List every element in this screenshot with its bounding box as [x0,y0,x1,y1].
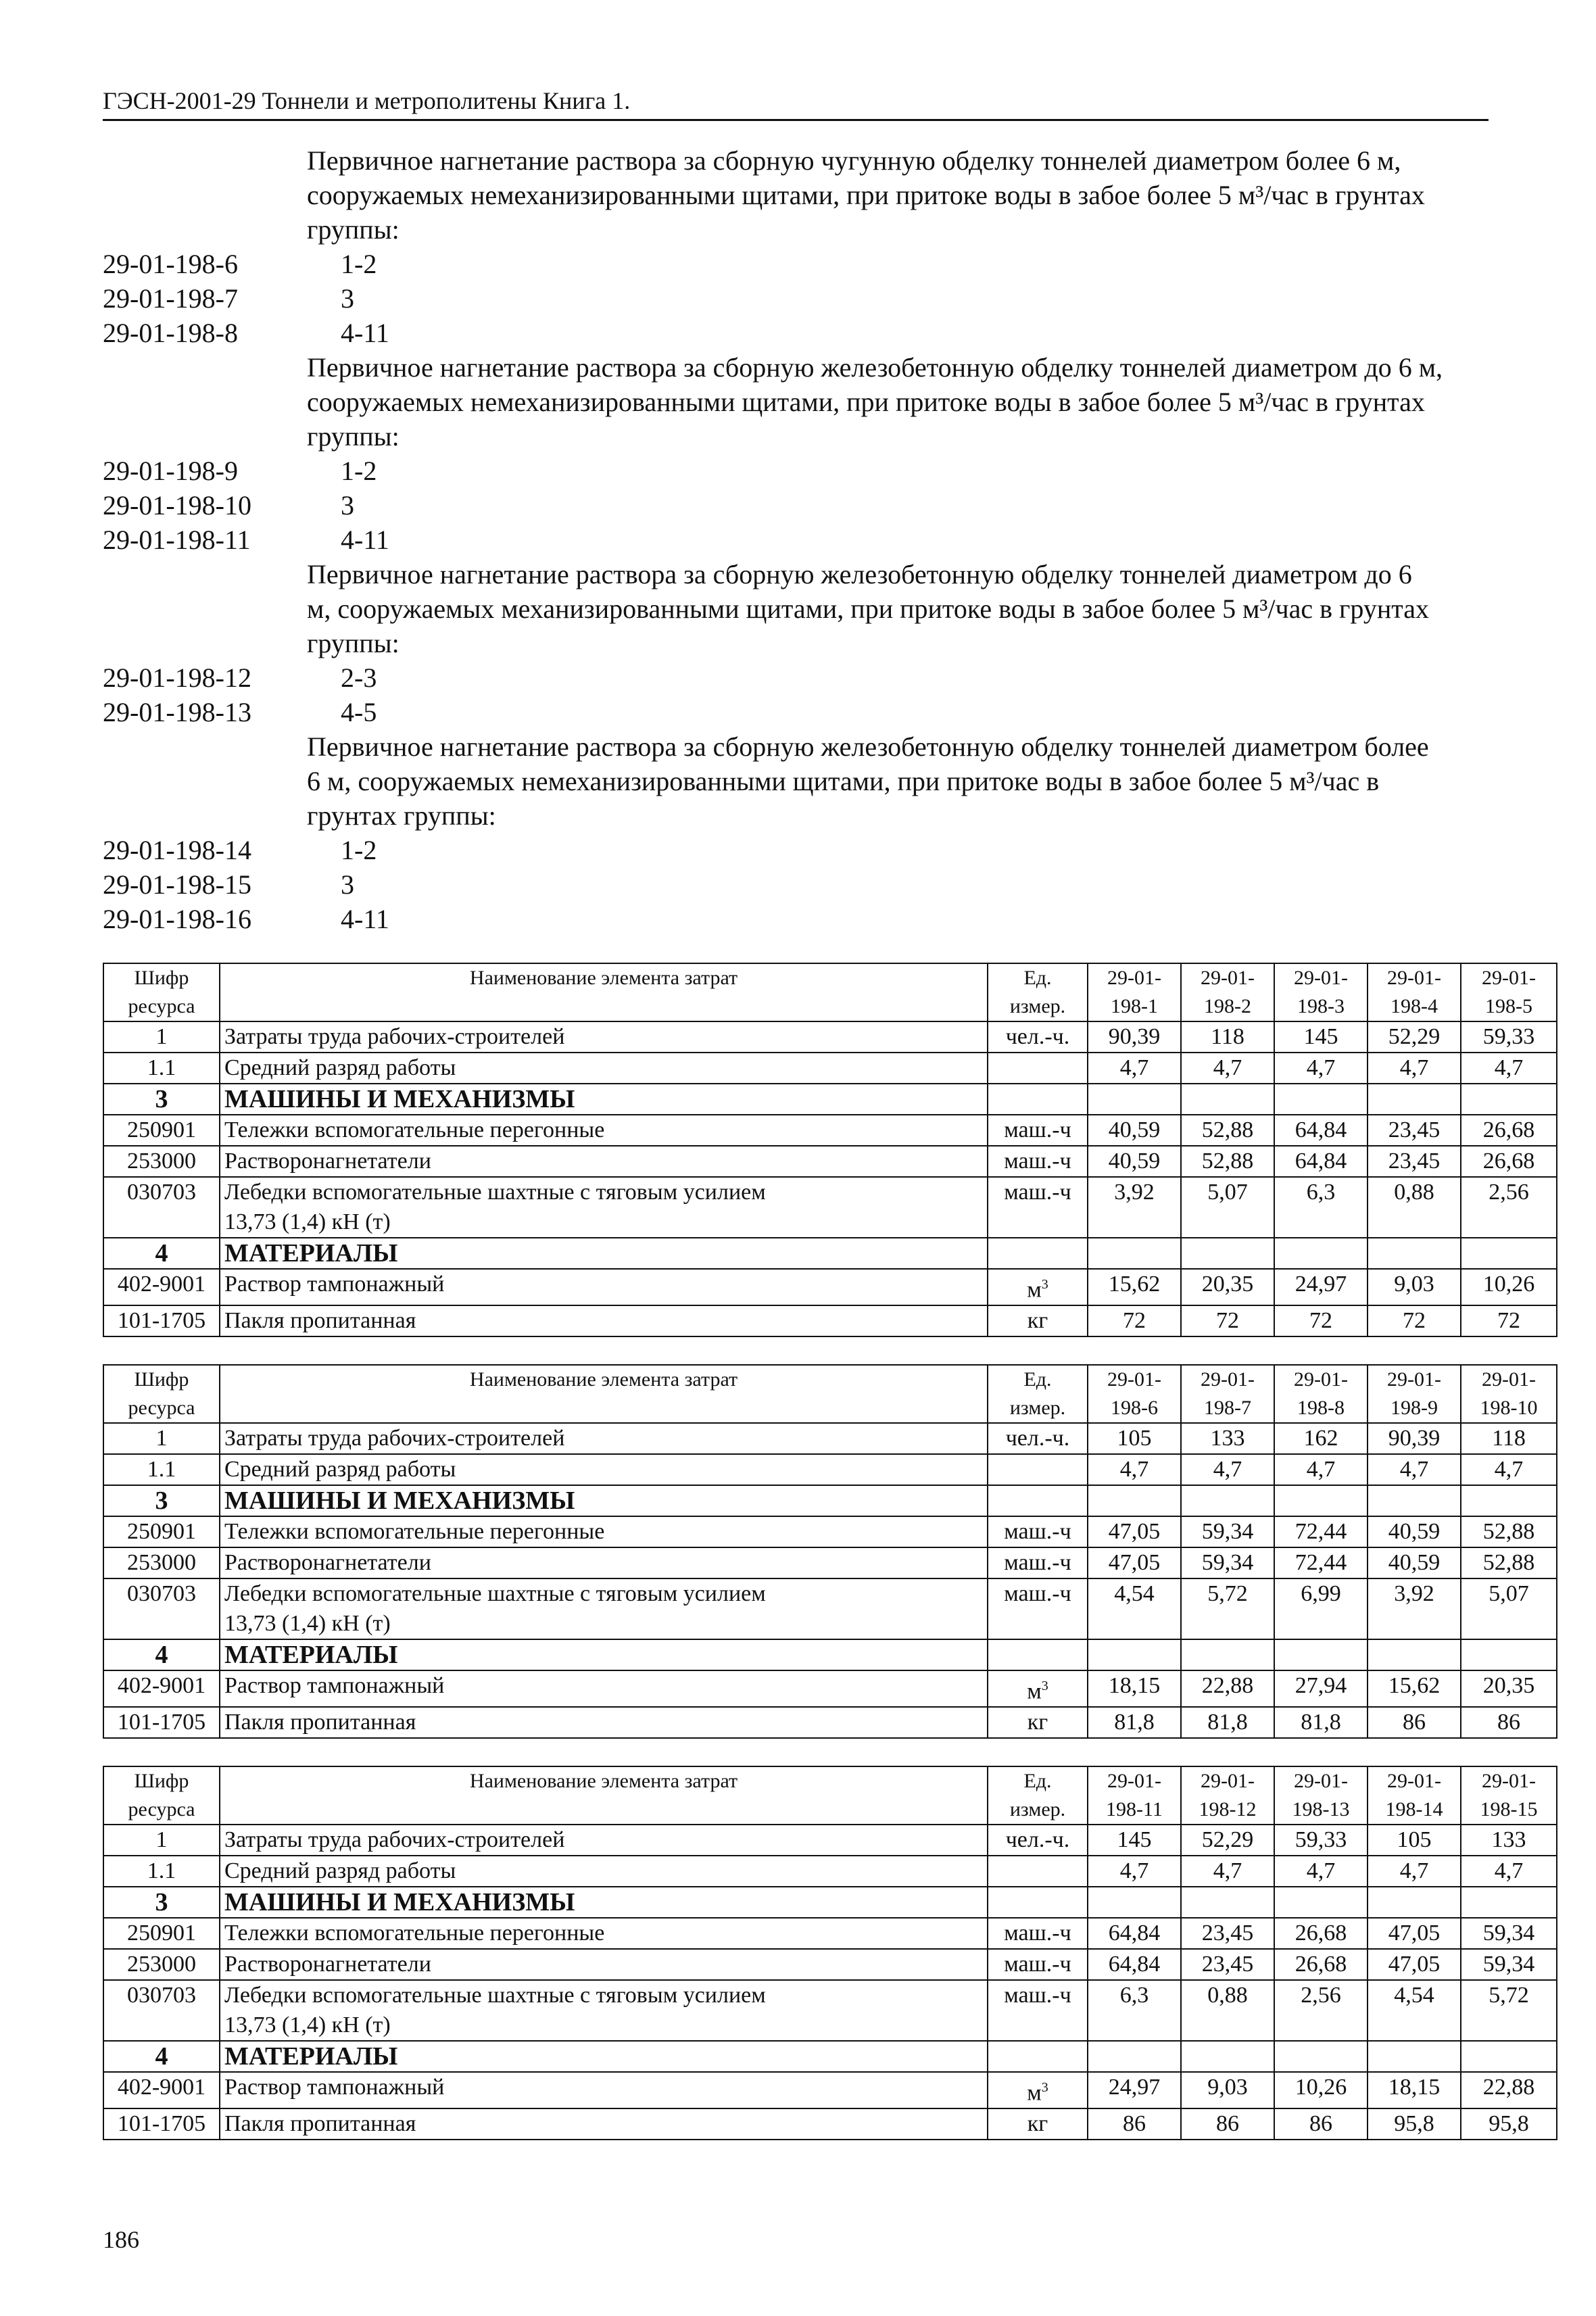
norm-value: 72,44 [1274,1516,1368,1547]
norm-value: 47,05 [1368,1918,1461,1949]
group-code: 3 [103,1887,220,1918]
resource-unit [988,1053,1088,1084]
section-description-line: 6 м, сооружаемых немеханизированными щитами, при притоке воды в забое более 5 м³/час в [307,766,1380,796]
header-norm-code: 29-01- 198-1 [1088,963,1181,1021]
section-description-line: сооружаемых немеханизированными щитами, при притоке воды в забое более 5 м³/час в грунтах [307,387,1425,417]
norm-value: 4,7 [1088,1053,1181,1084]
norm-value: 4,7 [1181,1454,1274,1485]
header-code: Шифр ресурса [103,963,220,1021]
table-row [103,1516,1557,1547]
norm-value: 4,7 [1181,1053,1274,1084]
table-row [103,1707,1557,1738]
norm-value: 133 [1461,1825,1557,1856]
norm-value: 95,8 [1461,2108,1557,2140]
norm-value: 40,59 [1368,1516,1461,1547]
table-row [103,1670,1557,1707]
resource-name: Затраты труда рабочих-строителей [220,1021,988,1053]
header-norm-code: 29-01- 198-3 [1274,963,1368,1021]
resource-unit: $м^3$ [988,1670,1088,1707]
norm-value: 23,45 [1181,1949,1274,1980]
soil-group: 4-11 [341,318,389,348]
table-row [103,1423,1557,1454]
norm-value: 95,8 [1368,2108,1461,2140]
resource-code: 253000 [103,1949,220,1980]
norm-value: 72,44 [1274,1547,1368,1578]
norm-value: 26,68 [1274,1949,1368,1980]
norm-value: 145 [1088,1825,1181,1856]
section-description-line: м, сооружаемых механизированными щитами, при притоке воды в забое более 5 м³/час в грунтах [307,594,1430,624]
norm-code-row [103,523,1489,557]
resource-code: 101-1705 [103,2108,220,2140]
norm-value: 86 [1274,2108,1368,2140]
norm-value: 52,88 [1461,1516,1557,1547]
norm-value: 4,54 [1368,1980,1461,2041]
norm-code: 29-01-198-6 [103,249,238,279]
resource-code: 101-1705 [103,1707,220,1738]
norm-value: 105 [1088,1423,1181,1454]
header-norm-code: 29-01- 198-7 [1181,1365,1274,1423]
norm-value: 72 [1274,1305,1368,1336]
header-norm-code: 29-01- 198-9 [1368,1365,1461,1423]
group-title: МАТЕРИАЛЫ [220,1639,988,1670]
norm-value: 52,88 [1181,1115,1274,1146]
norm-value: 4,7 [1274,1053,1368,1084]
resource-name: Пакля пропитанная [220,2108,988,2140]
group-row [103,2041,1557,2072]
header-norm-code: 29-01- 198-15 [1461,1766,1557,1825]
norm-code: 29-01-198-16 [103,904,251,934]
resource-code: 030703 [103,1578,220,1639]
header-norm-code: 29-01- 198-4 [1368,963,1461,1021]
norm-value: 118 [1181,1021,1274,1053]
soil-group: 1-2 [341,456,377,486]
norm-value: 86 [1088,2108,1181,2140]
norm-value: 4,7 [1088,1856,1181,1887]
table-row [103,1578,1557,1639]
section-description-line: Первичное нагнетание раствора за сборную чугунную обделку тоннелей диаметром более 6 м, [307,145,1401,176]
section-description-line: сооружаемых немеханизированными щитами, при притоке воды в забое более 5 м³/час в грунтах [307,180,1425,210]
norm-value: 118 [1461,1423,1557,1454]
section-description-line: группы: [307,421,400,452]
norm-value: 52,29 [1181,1825,1274,1856]
group-title: МАТЕРИАЛЫ [220,1238,988,1269]
section-description-line: группы: [307,628,400,658]
group-row [103,1485,1557,1516]
norm-value: 6,3 [1274,1177,1368,1238]
soil-group: 4-5 [341,697,377,727]
table-row [103,1918,1557,1949]
resource-name: Затраты труда рабочих-строителей [220,1423,988,1454]
norm-value: 52,29 [1368,1021,1461,1053]
header-name: Наименование элемента затрат [220,1365,988,1423]
section-description-line: грунтах группы: [307,800,496,831]
section-description-line: Первичное нагнетание раствора за сборную железобетонную обделку тоннелей диаметром до 6 м, [307,352,1443,383]
table-row [103,1269,1557,1305]
resource-name: Тележки вспомогательные перегонные [220,1516,988,1547]
table-row [103,1115,1557,1146]
table-row [103,1980,1557,2041]
header-unit: Ед. измер. [988,1766,1088,1825]
header-name: Наименование элемента затрат [220,1766,988,1825]
resource-name: Средний разряд работы [220,1454,988,1485]
group-title: МАШИНЫ И МЕХАНИЗМЫ [220,1084,988,1115]
resource-unit: кг [988,1305,1088,1336]
page-number: 186 [103,2226,139,2253]
norm-value: 5,07 [1461,1578,1557,1639]
group-code: 4 [103,1238,220,1269]
soil-group: 4-11 [341,904,389,934]
norm-value: 40,59 [1368,1547,1461,1578]
norm-code: 29-01-198-7 [103,283,238,314]
resource-code: 250901 [103,1516,220,1547]
norm-value: 40,59 [1088,1115,1181,1146]
group-row [103,1639,1557,1670]
table-header-row [103,1365,1557,1423]
norm-code-row [103,247,1489,281]
header-norm-code: 29-01- 198-8 [1274,1365,1368,1423]
resource-unit [988,1856,1088,1887]
norm-code: 29-01-198-11 [103,525,251,555]
resource-unit: кг [988,2108,1088,2140]
resource-name: Пакля пропитанная [220,1305,988,1336]
resource-name: Раствор тампонажный [220,1670,988,1707]
resource-unit [988,1454,1088,1485]
resource-code: 402-9001 [103,2072,220,2108]
resource-code: 101-1705 [103,1305,220,1336]
norm-value: 59,33 [1461,1021,1557,1053]
resource-table [103,1364,1557,1739]
norm-value: 72 [1461,1305,1557,1336]
norm-value: 18,15 [1088,1670,1181,1707]
resource-unit: маш.-ч [988,1980,1088,2041]
norm-code: 29-01-198-10 [103,490,251,521]
header-norm-code: 29-01- 198-6 [1088,1365,1181,1423]
resource-name: Пакля пропитанная [220,1707,988,1738]
norm-value: 86 [1368,1707,1461,1738]
resource-code: 402-9001 [103,1670,220,1707]
norm-code-row [103,695,1489,729]
norm-value: 4,7 [1461,1856,1557,1887]
resource-code: 1 [103,1021,220,1053]
table-row [103,2108,1557,2140]
resource-name: Раствор тампонажный [220,1269,988,1305]
norm-value: 90,39 [1368,1423,1461,1454]
header-norm-code: 29-01- 198-2 [1181,963,1274,1021]
norm-value: 86 [1461,1707,1557,1738]
soil-group: 2-3 [341,662,377,693]
norm-value: 27,94 [1274,1670,1368,1707]
resource-code: 253000 [103,1547,220,1578]
norm-code-row [103,316,1489,350]
norm-value: 40,59 [1088,1146,1181,1177]
norm-value: 2,56 [1274,1980,1368,2041]
resource-unit: $м^3$ [988,2072,1088,2108]
resource-unit: маш.-ч [988,1918,1088,1949]
norm-value: 22,88 [1461,2072,1557,2108]
header-unit: Ед. измер. [988,1365,1088,1423]
resource-unit: чел.-ч. [988,1021,1088,1053]
norm-value: 24,97 [1088,2072,1181,2108]
group-title: МАШИНЫ И МЕХАНИЗМЫ [220,1485,988,1516]
resource-name: Тележки вспомогательные перегонные [220,1918,988,1949]
norm-value: 4,7 [1368,1856,1461,1887]
norm-value: 72 [1088,1305,1181,1336]
soil-group: 3 [341,869,354,900]
soil-group: 4-11 [341,525,389,555]
norm-code-row [103,660,1489,695]
norm-value: 47,05 [1088,1516,1181,1547]
header-norm-code: 29-01- 198-12 [1181,1766,1274,1825]
table-row [103,1053,1557,1084]
table-row [103,1305,1557,1336]
norm-value: 59,34 [1181,1547,1274,1578]
norm-value: 4,7 [1181,1856,1274,1887]
table-row [103,1146,1557,1177]
norm-value: 18,15 [1368,2072,1461,2108]
resource-code: 402-9001 [103,1269,220,1305]
resource-unit: маш.-ч [988,1146,1088,1177]
section-list [103,143,1489,936]
norm-value: 20,35 [1461,1670,1557,1707]
resource-name: Средний разряд работы [220,1053,988,1084]
norm-code: 29-01-198-13 [103,697,251,727]
table-row [103,1454,1557,1485]
norm-code: 29-01-198-8 [103,318,238,348]
norm-value: 5,72 [1181,1578,1274,1639]
norm-value: 81,8 [1274,1707,1368,1738]
table-row [103,1856,1557,1887]
header-norm-code: 29-01- 198-14 [1368,1766,1461,1825]
group-title: МАШИНЫ И МЕХАНИЗМЫ [220,1887,988,1918]
norm-value: 26,68 [1461,1115,1557,1146]
resource-code: 1.1 [103,1856,220,1887]
resource-code: 030703 [103,1177,220,1238]
norm-value: 5,72 [1461,1980,1557,2041]
header-norm-code: 29-01- 198-11 [1088,1766,1181,1825]
resource-code: 253000 [103,1146,220,1177]
group-code: 3 [103,1084,220,1115]
norm-value: 47,05 [1088,1547,1181,1578]
section-description-line: группы: [307,214,400,245]
norm-value: 86 [1181,2108,1274,2140]
resource-unit: кг [988,1707,1088,1738]
resource-unit: $м^3$ [988,1269,1088,1305]
norm-value: 133 [1181,1423,1274,1454]
resource-code: 1.1 [103,1454,220,1485]
resource-name: Тележки вспомогательные перегонные [220,1115,988,1146]
resource-unit: чел.-ч. [988,1825,1088,1856]
norm-value: 23,45 [1368,1115,1461,1146]
norm-value: 64,84 [1274,1146,1368,1177]
running-header: ГЭСН-2001-29 Тоннели и метрополитены Книга 1. [103,87,1489,121]
norm-code: 29-01-198-14 [103,835,251,865]
norm-value: 145 [1274,1021,1368,1053]
resource-unit: чел.-ч. [988,1423,1088,1454]
table-row [103,1949,1557,1980]
norm-value: 72 [1181,1305,1274,1336]
norm-value: 6,99 [1274,1578,1368,1639]
resource-table [103,1766,1557,2140]
norm-code: 29-01-198-15 [103,869,251,900]
table-row [103,1177,1557,1238]
soil-group: 1-2 [341,835,377,865]
resource-code: 1 [103,1423,220,1454]
resource-unit: маш.-ч [988,1949,1088,1980]
norm-code: 29-01-198-12 [103,662,251,693]
norm-value: 23,45 [1181,1918,1274,1949]
norm-value: 4,7 [1088,1454,1181,1485]
norm-value: 9,03 [1368,1269,1461,1305]
resource-table [103,963,1557,1337]
resource-name: Растворонагнетатели [220,1547,988,1578]
norm-value: 10,26 [1461,1269,1557,1305]
norm-value: 9,03 [1181,2072,1274,2108]
norm-value: 3,92 [1088,1177,1181,1238]
header-norm-code: 29-01- 198-10 [1461,1365,1557,1423]
group-row [103,1887,1557,1918]
group-code: 4 [103,1639,220,1670]
norm-value: 59,34 [1461,1949,1557,1980]
norm-value: 15,62 [1368,1670,1461,1707]
norm-value: 59,34 [1181,1516,1274,1547]
norm-value: 20,35 [1181,1269,1274,1305]
resource-code: 1.1 [103,1053,220,1084]
norm-value: 15,62 [1088,1269,1181,1305]
header-code: Шифр ресурса [103,1766,220,1825]
norm-value: 162 [1274,1423,1368,1454]
group-title: МАТЕРИАЛЫ [220,2041,988,2072]
group-code: 3 [103,1485,220,1516]
norm-value: 26,68 [1274,1918,1368,1949]
norm-value: 4,7 [1461,1454,1557,1485]
norm-code-row [103,833,1489,867]
norm-value: 4,7 [1461,1053,1557,1084]
group-row [103,1084,1557,1115]
norm-value: 10,26 [1274,2072,1368,2108]
resource-name: Растворонагнетатели [220,1146,988,1177]
table-row [103,1547,1557,1578]
norm-value: 22,88 [1181,1670,1274,1707]
norm-value: 59,34 [1461,1918,1557,1949]
norm-value: 26,68 [1461,1146,1557,1177]
norm-value: 2,56 [1461,1177,1557,1238]
norm-value: 90,39 [1088,1021,1181,1053]
norm-value: 4,7 [1274,1856,1368,1887]
table-header-row [103,1766,1557,1825]
resource-name: Растворонагнетатели [220,1949,988,1980]
resource-code: 1 [103,1825,220,1856]
group-code: 4 [103,2041,220,2072]
resource-unit: маш.-ч [988,1115,1088,1146]
table-header-row [103,963,1557,1021]
resource-code: 250901 [103,1918,220,1949]
norm-value: 4,7 [1274,1454,1368,1485]
table-row [103,1825,1557,1856]
header-code: Шифр ресурса [103,1365,220,1423]
norm-code-row [103,281,1489,316]
resource-unit: маш.-ч [988,1547,1088,1578]
norm-code-row [103,454,1489,488]
norm-value: 23,45 [1368,1146,1461,1177]
resource-unit: маш.-ч [988,1516,1088,1547]
resource-name: Лебедки вспомогательные шахтные с тяговым усилием 13,73 (1,4) кН (т) [220,1177,988,1238]
group-row [103,1238,1557,1269]
table-row [103,1021,1557,1053]
norm-value: 59,33 [1274,1825,1368,1856]
resource-code: 250901 [103,1115,220,1146]
norm-value: 47,05 [1368,1949,1461,1980]
norm-value: 105 [1368,1825,1461,1856]
norm-code-row [103,902,1489,936]
soil-group: 3 [341,490,354,521]
section-description-line: Первичное нагнетание раствора за сборную железобетонную обделку тоннелей диаметром более [307,731,1429,762]
norm-value: 52,88 [1181,1146,1274,1177]
header-name: Наименование элемента затрат [220,963,988,1021]
norm-value: 0,88 [1368,1177,1461,1238]
section-description-line: Первичное нагнетание раствора за сборную железобетонную обделку тоннелей диаметром до 6 [307,559,1412,589]
soil-group: 3 [341,283,354,314]
resource-name: Лебедки вспомогательные шахтные с тяговым усилием 13,73 (1,4) кН (т) [220,1578,988,1639]
header-unit: Ед. измер. [988,963,1088,1021]
resource-unit: маш.-ч [988,1177,1088,1238]
norm-value: 81,8 [1088,1707,1181,1738]
resource-name: Лебедки вспомогательные шахтные с тяговым усилием 13,73 (1,4) кН (т) [220,1980,988,2041]
norm-value: 3,92 [1368,1578,1461,1639]
norm-value: 64,84 [1088,1918,1181,1949]
norm-value: 0,88 [1181,1980,1274,2041]
norm-value: 81,8 [1181,1707,1274,1738]
norm-value: 52,88 [1461,1547,1557,1578]
norm-value: 24,97 [1274,1269,1368,1305]
header-norm-code: 29-01- 198-5 [1461,963,1557,1021]
resource-code: 030703 [103,1980,220,2041]
norm-value: 64,84 [1088,1949,1181,1980]
norm-code: 29-01-198-9 [103,456,238,486]
resource-unit: маш.-ч [988,1578,1088,1639]
norm-code-row [103,488,1489,523]
resource-name: Затраты труда рабочих-строителей [220,1825,988,1856]
norm-code-row [103,867,1489,902]
resource-name: Средний разряд работы [220,1856,988,1887]
norm-value: 5,07 [1181,1177,1274,1238]
norm-value: 4,54 [1088,1578,1181,1639]
norm-value: 4,7 [1368,1454,1461,1485]
norm-value: 72 [1368,1305,1461,1336]
header-norm-code: 29-01- 198-13 [1274,1766,1368,1825]
norm-value: 64,84 [1274,1115,1368,1146]
norm-value: 6,3 [1088,1980,1181,2041]
norm-value: 4,7 [1368,1053,1461,1084]
soil-group: 1-2 [341,249,377,279]
table-row [103,2072,1557,2108]
resource-name: Раствор тампонажный [220,2072,988,2108]
